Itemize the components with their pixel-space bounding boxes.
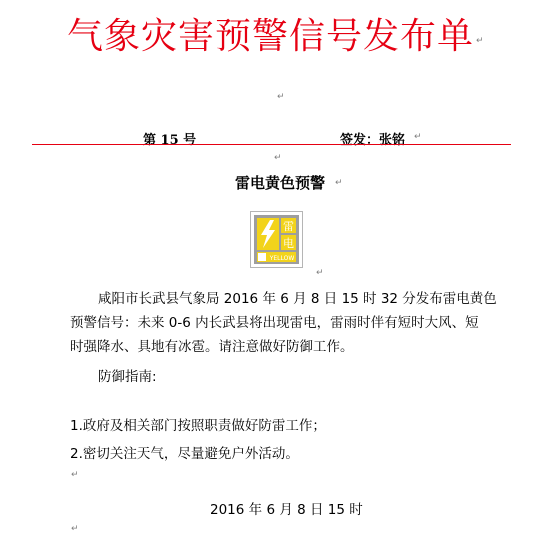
paragraph-mark: ↵ <box>274 153 282 163</box>
body-paragraph-line: 时强降水、具地有冰雹。请注意做好防御工作。 <box>70 339 354 355</box>
defense-guide-title: 防御指南: <box>98 369 157 385</box>
icon-small-symbol <box>258 253 266 261</box>
paragraph-mark: ↵ <box>71 470 79 480</box>
warning-heading: 雷电黄色预警 <box>234 174 325 192</box>
defense-item: 2.密切关注天气，尽量避免户外活动。 <box>70 446 299 462</box>
paragraph-mark: ↵ <box>335 178 343 188</box>
body-paragraph-line: 咸阳市长武县气象局 2016 年 6 月 8 日 15 时 32 分发布雷电黄色 <box>98 291 497 307</box>
icon-char-2: 电 <box>283 237 294 250</box>
issue-number: 第 15 号 <box>143 133 197 148</box>
icon-caption: YELLOW <box>269 255 295 262</box>
document-title: 气象灾害预警信号发布单 <box>66 16 474 57</box>
defense-item: 1.政府及相关部门按照职责做好防雷工作； <box>70 418 326 434</box>
paragraph-mark: ↵ <box>476 36 484 46</box>
paragraph-mark: ↵ <box>71 524 79 534</box>
signoff-date: 2016 年 6 月 8 日 15 时 <box>210 502 363 518</box>
paragraph-mark: ↵ <box>316 268 324 278</box>
body-paragraph-line: 预警信号：未来 0-6 内长武县将出现雷电，雷雨时伴有短时大风、短 <box>70 315 479 331</box>
icon-char-1: 雷 <box>283 220 294 233</box>
paragraph-mark: ↵ <box>277 92 285 102</box>
warning-icon-graphic <box>251 212 302 267</box>
header-divider <box>32 144 511 145</box>
thunder-yellow-warning-icon <box>250 211 303 268</box>
signer: 签发：张铭 <box>340 133 406 148</box>
paragraph-mark: ↵ <box>414 132 422 142</box>
